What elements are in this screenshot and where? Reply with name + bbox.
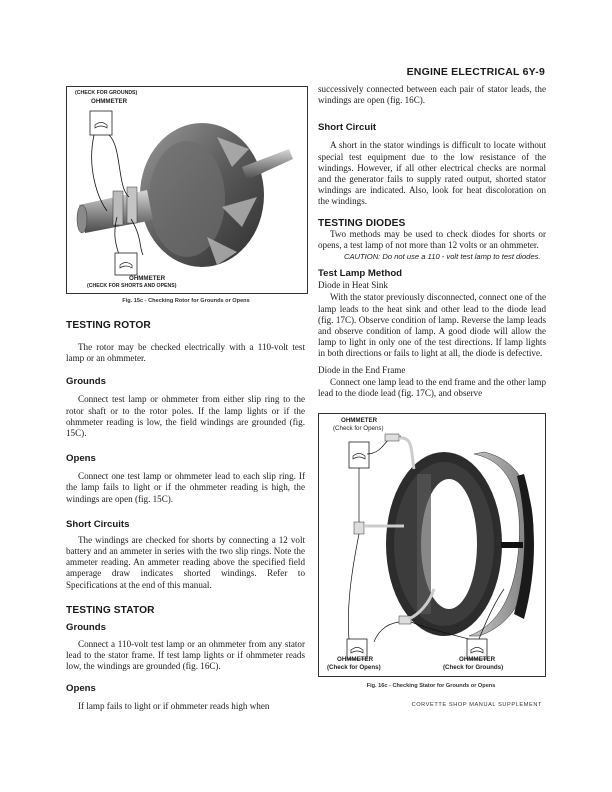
heading-test-lamp-method: Test Lamp Method [318,268,403,280]
rotor-opens-text: Connect one test lamp or ohmmeter lead to each slip ring. If the lamp fails to light or if the ohmmeter reading is high, the windings are open (fig. 15C). [66,471,305,504]
stator-opens-text: If lamp fails to light or if ohmmeter reads high when [78,701,270,712]
heading-testing-diodes: TESTING DIODES [318,217,406,229]
testing-diodes-text: Two methods may be used to check diodes for shorts or opens, a test lamp of not more than 12 volts or an ohmmeter. [318,228,546,250]
ohmmeter-top-icon [90,111,112,135]
fig16-top-label-small: (Check for Opens) [333,425,384,432]
heading-rotor-short-circuits: Short Circuits [66,518,130,530]
fig16-bottom-right-small: (Check for Grounds) [443,664,504,671]
stator-short-circuit-text: A short in the stator windings is difficult to locate without special test equipment due to the low resistance of the windings. However, if all other electrical checks are normal and the generator fails to supply rated output, shorted stator windings are indicated. Also, look for heat discoloration on the windings. [318,140,546,207]
rotor-grounds-text: Connect test lamp or ohmmeter from either slip ring to the rotor shaft or to the rotor poles. If the lamp lights or if the ohmmeter reading is low, the field windings are grounded (fig. 15C). [66,394,305,439]
slip-ring [127,187,137,223]
stator-grounds-text: Connect a 110-volt test lamp or an ohmmeter from any stator lead to the stator frame. If test lamp lights or if ohmmeter reads low, the windings are grounded (fig. 16C). [66,638,305,672]
running-head: ENGINE ELECTRICAL 6Y-9 [406,66,545,78]
figure-15c [66,86,308,294]
rotor-illustration [67,87,307,293]
heading-stator-grounds: Grounds [66,621,106,633]
fig16-top-label: OHMMETER [341,417,378,424]
heading-stator-opens: Opens [66,683,96,695]
stator-illustration [319,414,545,676]
fig16-bottom-left-label: OHMMETER [337,656,374,663]
ohmmeter-opens-top-icon [349,442,369,468]
fig15-top-label: OHMMETER [91,98,128,105]
stator-opens-continuation: successively connected between each pair of stator leads, the windings are open (fig. 16C). [318,84,546,106]
subheading-diode-end-frame: Diode in the End Frame [318,364,406,375]
heading-rotor-opens: Opens [66,453,96,465]
testing-rotor-intro: The rotor may be checked electrically with a 110-volt test lamp or an ohmmeter. [66,342,305,364]
fig15-top-label-small: (CHECK FOR GROUNDS) [75,90,138,96]
heading-stator-short-circuit: Short Circuit [318,122,377,134]
right-column [318,84,546,399]
slip-ring [113,191,123,225]
heading-testing-rotor: TESTING ROTOR [66,320,151,331]
diode-heat-sink-text: With the stator previously disconnected, connect one of the lamp leads to the heat sink and other lead to the diode lead (fig. 17C). Observe condition of lamp. Reverse the lamp leads and observe condition of lamp. A good diode will allow the lamp to light in only one of the test directions. If lamp lights in both directions or fails to light at all, the diode is defective. [318,292,546,359]
fig16-bottom-right-label: OHMMETER [459,656,496,663]
diode-end-frame-text: Connect one lamp lead to the end frame and the other lamp lead to the diode lead (fig. 17C), and observe [318,376,546,398]
fig16c-caption: Fig. 16c - Checking Stator for Grounds or Opens [366,683,496,689]
fig15-bottom-label: OHMMETER [129,275,166,282]
ohmmeter-bottom-icon [115,253,137,275]
fig16-bottom-left-small: (Check for Opens) [327,664,381,671]
rotor-short-circuits-text: The windings are checked for shorts by connecting a 12 volt battery and an ammeter in series with the two slip rings. Note the ammeter reading. An ammeter reading above the specified field amperage draw indicates shorted windings. Refer to Specifications at the end of this manual. [66,534,305,590]
subheading-diode-heat-sink: Diode in Heat Sink [318,280,388,291]
fig15-bottom-label-small: (CHECK FOR SHORTS AND OPENS) [87,283,177,289]
left-column [66,320,305,713]
page-footer: CORVETTE SHOP MANUAL SUPPLEMENT [411,702,542,708]
fig15c-caption: Fig. 15c - Checking Rotor for Grounds or Opens [122,298,250,304]
caution-note: CAUTION: Do not use a 110 - volt test lamp to test diodes. [344,252,541,262]
figure-16c [318,413,546,677]
heading-testing-stator: TESTING STATOR [66,604,155,616]
heading-rotor-grounds: Grounds [66,376,106,388]
